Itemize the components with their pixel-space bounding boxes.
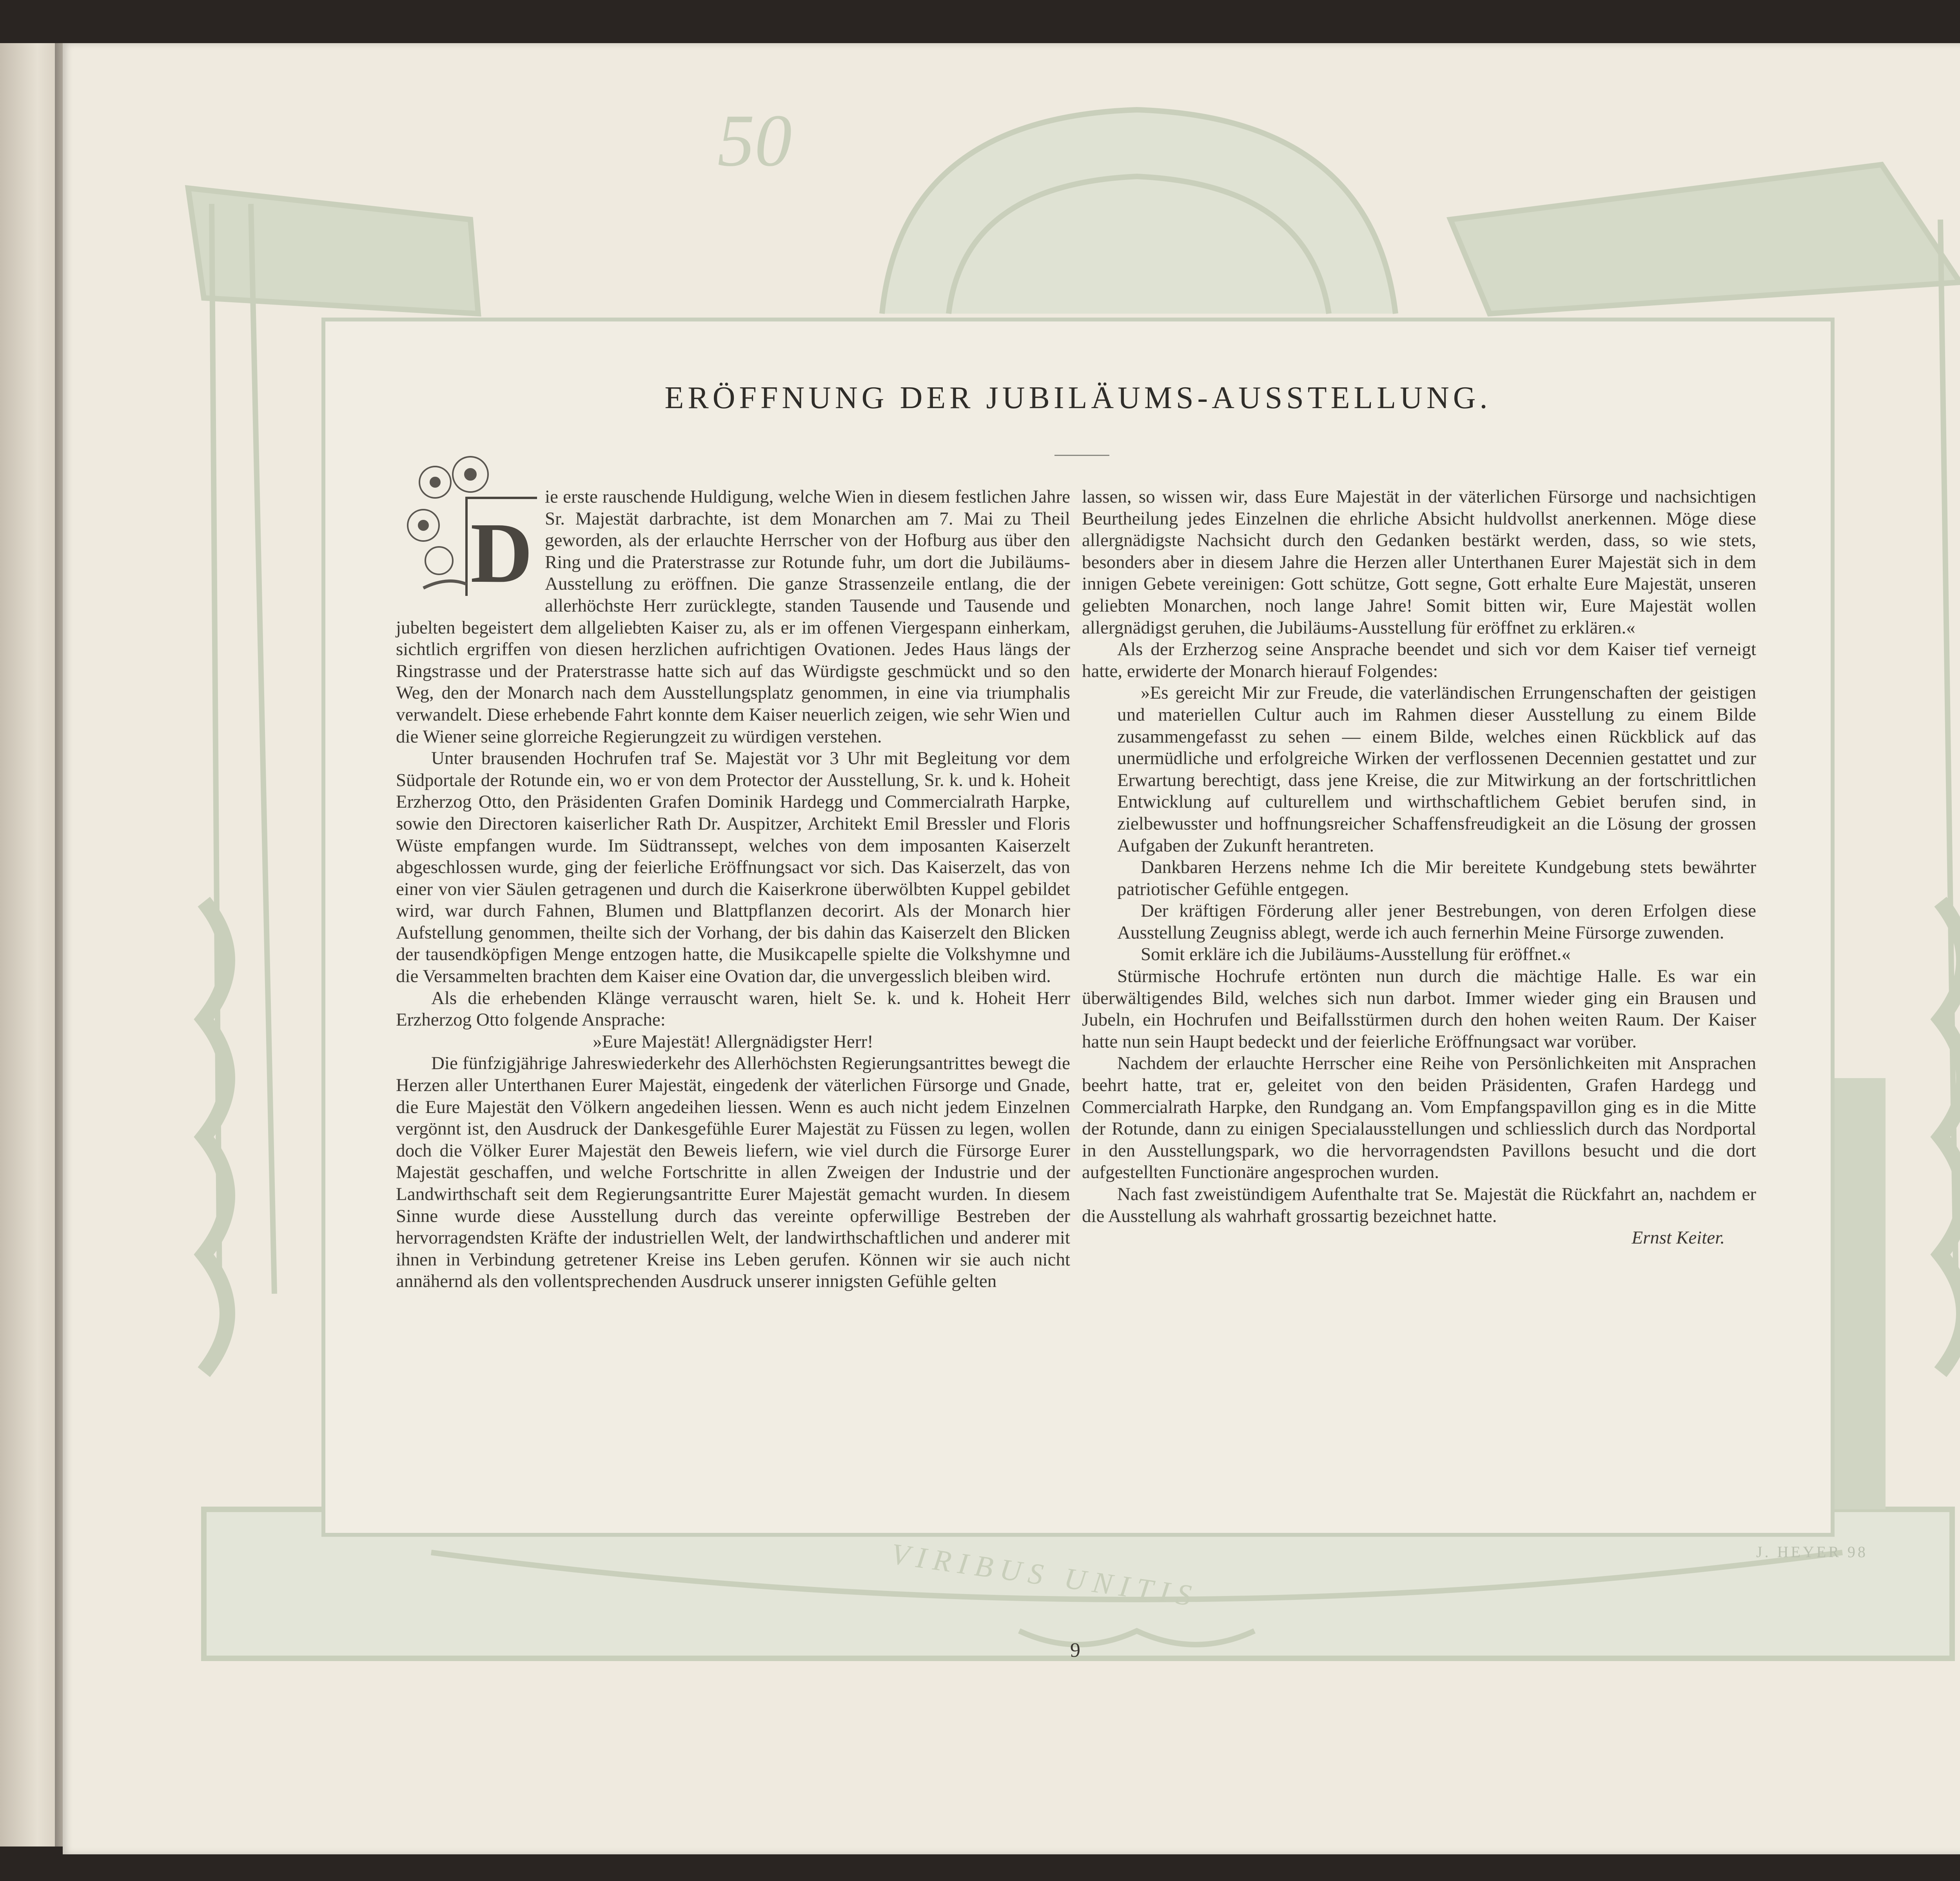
jubilee-year-badge: 50 (717, 100, 792, 182)
left-column (396, 486, 1070, 1293)
right-column (1082, 486, 1756, 1249)
quoted-paragraph: »Es gereicht Mir zur Freude, die vaterländischen Errungenschaften der geistigen und materiellen Cultur auch im Rahmen dieser Ausstellung zu einem Bilde zusammengefasst zu sehen — einem Bilde, welches einen Rückblick auf das unermüdliche und erfolgreiche Wirken der verflossenen Decennien gestattet und zur Erwartung berechtigt, dass jene Kreise, die zur Mitwirkung an der fortschrittlichen Entwicklung auf culturellem und wirthschaftlichem Gebiet berufen sind, in zielbewusster und hoffnungsreicher Schaffensfreudigkeit an die Lösung der grossen Aufgaben der Zukunft herantreten. (1117, 683, 1756, 856)
quoted-paragraph: Der kräftigen Förderung aller jener Bestrebungen, von deren Erfolgen diese Ausstellung Zeugniss ablegt, werde ich auch fernerhin Meine Fürsorge zuwenden. (1117, 901, 1756, 943)
quoted-paragraph: Dankbaren Herzens nehme Ich die Mir bereitete Kundgebung stets bewährter patriotischer Gefühle entgegen. (1117, 857, 1756, 899)
paragraph: Die fünfzigjährige Jahreswiederkehr des Allerhöchsten Regierungsantrittes bewegt die Herzen aller Unterthanen Eurer Majestät, eingedenk der väterlichen Fürsorge und Gnade, die Eure Majestät den Völkern angedeihen liessen. Wenn es auch nicht jedem Einzelnen vergönnt ist, den Ausdruck der Dankesgefühle Eurer Majestät zu Füssen zu legen, wollen doch die Völker Eurer Majestät den Beweis liefern, wie viel durch die Fürsorge Eurer Majestät geschaffen, und welche Fortschritte in allen Zweigen der Industrie und der Landwirthschaft seit dem Regierungsantritte Eurer Majestät gemacht wurden. In diesem Sinne wurde diese Ausstellung durch das vereinte opferwillige Bestreben der hervorragendsten Kräfte der industriellen Welt, der landwirthschaftlichen und anderer mit ihnen in Verbindung getretener Kreise ins Leben gerufen. Können wir sie auch nicht annähernd als den vollentsprechenden Ausdruck unserer innigsten Gefühle gelten (396, 1053, 1070, 1292)
quoted-paragraph: Somit erkläre ich die Jubiläums-Ausstellung für eröffnet.« (1141, 944, 1571, 965)
paragraph: Nach fast zweistündigem Aufenthalte trat Se. Majestät die Rückfahrt an, nachdem er die Ausstellung als wahrhaft grossartig bezeichnet hatte. (1082, 1184, 1756, 1226)
motto-banner: VIRIBUS UNITIS (889, 1537, 1201, 1613)
paragraph: Nachdem der erlauchte Herrscher eine Reihe von Persönlichkeiten mit Ansprachen beehrt hatte, trat er, geleitet von den beiden Präsidenten, Grafen Hardegg und Commercialrath Harpke, den Rundgang an. Vom Empfangspavillon ging es in die Mitte der Rotunde, dann zu einigen Specialausstellungen und schliesslich durch das Nordportal in den Ausstellungspark, wo die hervorragendsten Pavillons besucht und die dort aufgestellten Functionäre angesprochen wurden. (1082, 1053, 1756, 1183)
paragraph: Stürmische Hochrufe ertönten nun durch die mächtige Halle. Es war ein überwältigendes Bild, welches sich nun darbot. Immer wieder ging ein Brausen und Jubeln, ein Hochrufen und Beifallsstürmen durch den hohen weiten Raum. Der Kaiser hatte nun sein Haupt bedeckt und der feierliche Eröffnungsact war vorüber. (1082, 966, 1756, 1052)
text-panel (321, 318, 1835, 1537)
paragraph: ie erste rauschende Huldigung, welche Wien in diesem festlichen Jahre Sr. Majestät darbrachte, ist dem Monarchen am 7. Mai zu Theil geworden, als der erlauchte Herrscher von der Hofburg aus über den Ring und die Praterstrasse zur Rotunde fuhr, um dort die Jubiläums-Ausstellung zu eröffnen. Die ganze Strassenzeile entlang, die der allerhöchste Herr zurücklegte, standen Tausende und Tausende und jubelten begeistert dem allgeliebten Kaiser zu, als er im offenen Viergespann einherkam, sichtlich ergriffen von diesen herzlichen aufrichtigen Ovationen. Jedes Haus längs der Ringstrasse und der Praterstrasse hatte sich auf das Würdigste geschmückt und so den Weg, den der Monarch nach dem Ausstellungsplatz genommen, in eine via triumphalis verwandelt. Diese erhebende Fahrt konnte dem Kaiser neuerlich zeigen, wie sehr Wien und die Wiener seine glorreiche Regierungzeit zu würdigen verstehen. (396, 487, 1070, 747)
artist-signature: J. HEYER 98 (1756, 1543, 1868, 1561)
page-number: 9 (1070, 1639, 1080, 1661)
decorative-initial (388, 451, 537, 601)
paragraph: lassen, so wissen wir, dass Eure Majestät in der väterlichen Fürsorge und nachsichtigen Beurtheilung jedes Einzelnen die ehrliche Absicht huldvollst anerkennen. Möge diese allergnädigste Nachsicht durch den Gedanken bestärkt werden, dass, so wie stets, besonders aber in diesem Jahre die Herzen aller Unterthanen Eurer Majestät sich in dem innigen Gebete vereinigen: Gott schütze, Gott segne, Gott erhalte Eure Majestät, unseren geliebten Monarchen, noch lange Jahre! Somit bitten wir, Eure Majestät wollen allergnädigst geruhen, die Jubiläums-Ausstellung für eröffnet zu erklären.« (1082, 487, 1756, 638)
paragraph: Als die erhebenden Klänge verrauscht waren, hielt Se. k. und k. Hoheit Herr Erzherzog Otto folgende Ansprache: (396, 988, 1070, 1030)
dropcap-letter: D (470, 505, 533, 601)
title-divider (1054, 455, 1109, 456)
author-signature: Ernst Keiter. (1632, 1227, 1725, 1248)
salutation: »Eure Majestät! Allergnädigster Herr! (593, 1031, 873, 1052)
page-title: ERÖFFNUNG DER JUBILÄUMS-AUSSTELLUNG. (664, 381, 1492, 415)
paragraph: Als der Erzherzog seine Ansprache beendet und sich vor dem Kaiser tief verneigt hatte, erwiderte der Monarch hierauf Folgendes: (1082, 639, 1756, 681)
paragraph: Unter brausenden Hochrufen traf Se. Majestät vor 3 Uhr mit Begleitung vor dem Südportale der Rotunde ein, wo er von dem Protector der Ausstellung, Sr. k. und k. Hoheit Erzherzog Otto, den Präsidenten Grafen Dominik Hardegg und Commercialrath Harpke, sowie den Directoren kaiserlicher Rath Dr. Auspitzer, Architekt Emil Bressler und Floris Wüste empfangen wurde. Im Südtranssept, welches von dem imposanten Kaiserzelt abgeschlossen wurde, ging der feierliche Eröffnungsact vor sich. Das Kaiserzelt, das von einer von vier Säulen getragenen und durch die Kaiserkrone überwölbten Kuppel gebildet wird, war durch Fahnen, Blumen und Blattpflanzen decorirt. Als der Monarch hier Aufstellung genommen, theilte sich der Vorhang, der bis dahin das Kaiserzelt den Blicken der tausendköpfigen Menge entzogen hatte, die Musikcapelle spielte die Volkshymne und die Versammelten brachten dem Kaiser eine Ovation dar, die unvergesslich bleiben wird. (396, 748, 1070, 987)
